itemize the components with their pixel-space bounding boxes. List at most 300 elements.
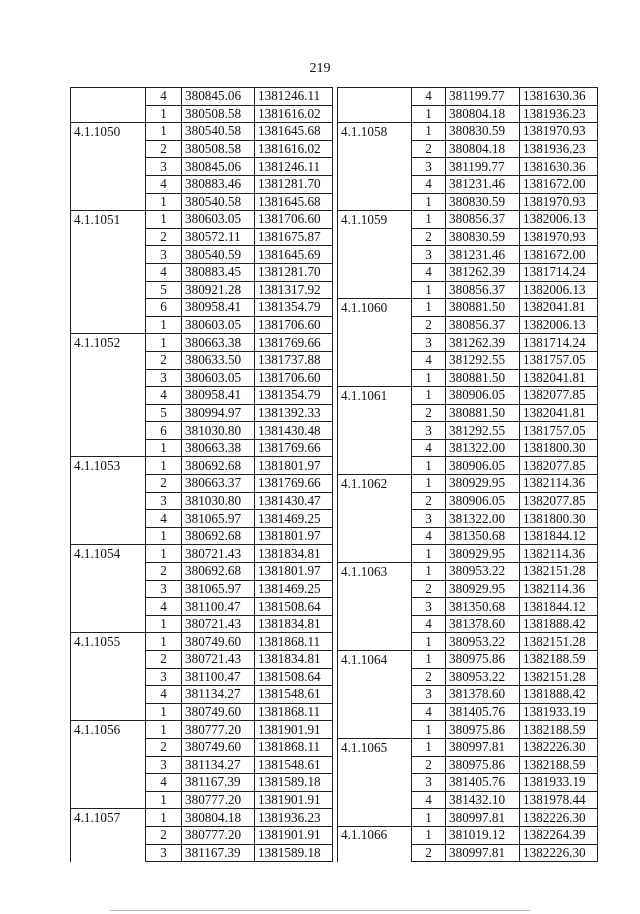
point-number-cell: 2 [412,316,446,334]
point-number-cell: 2 [146,563,182,581]
plot-id-cell [71,826,146,844]
table-row [71,826,333,844]
plot-id-cell [338,580,412,598]
plot-id-cell [338,791,412,809]
table-row [338,527,598,545]
x-coordinate-cell: 380721.43 [182,651,255,669]
plot-id-cell [338,334,412,352]
x-coordinate-cell: 380749.60 [182,738,255,756]
point-number-cell: 6 [146,422,182,440]
point-number-cell: 1 [146,721,182,739]
y-coordinate-cell: 1381970.93 [520,228,598,246]
y-coordinate-cell: 1381801.97 [255,563,333,581]
x-coordinate-cell: 380953.22 [446,633,520,651]
plot-id-cell [71,369,146,387]
table-row [338,457,598,475]
x-coordinate-cell: 380958.41 [182,387,255,405]
point-number-cell: 1 [412,738,446,756]
y-coordinate-cell: 1381354.79 [255,299,333,317]
point-number-cell: 3 [146,492,182,510]
table-row [71,387,333,405]
table-row [338,281,598,299]
y-coordinate-cell: 1382006.13 [520,281,598,299]
point-number-cell: 1 [412,281,446,299]
y-coordinate-cell: 1381469.25 [255,510,333,528]
point-number-cell: 4 [412,88,446,106]
y-coordinate-cell: 1381868.11 [255,633,333,651]
table-row [338,668,598,686]
table-row [338,651,598,669]
plot-id-cell [71,246,146,264]
plot-id-cell [338,686,412,704]
table-row [71,756,333,774]
plot-id-cell [338,457,412,475]
table-row [338,387,598,405]
y-coordinate-cell: 1381936.23 [255,809,333,827]
plot-id-cell [71,228,146,246]
y-coordinate-cell: 1381769.66 [255,439,333,457]
x-coordinate-cell: 380603.05 [182,369,255,387]
table-row [338,193,598,211]
plot-id-cell [338,756,412,774]
point-number-cell: 5 [146,281,182,299]
x-coordinate-cell: 381350.68 [446,527,520,545]
y-coordinate-cell: 1381888.42 [520,686,598,704]
x-coordinate-cell: 381322.00 [446,439,520,457]
y-coordinate-cell: 1381888.42 [520,615,598,633]
y-coordinate-cell: 1382151.28 [520,563,598,581]
point-number-cell: 1 [412,211,446,229]
table-row [71,527,333,545]
point-number-cell: 1 [146,105,182,123]
x-coordinate-cell: 380883.46 [182,175,255,193]
x-coordinate-cell: 381231.46 [446,175,520,193]
plot-id-cell [71,105,146,123]
plot-id-cell [71,738,146,756]
y-coordinate-cell: 1381901.91 [255,721,333,739]
x-coordinate-cell: 381134.27 [182,756,255,774]
plot-id-cell [71,668,146,686]
x-coordinate-cell: 380692.68 [182,563,255,581]
table-row [338,686,598,704]
table-row [71,598,333,616]
point-number-cell: 1 [146,457,182,475]
point-number-cell: 1 [146,316,182,334]
plot-id-cell [71,351,146,369]
plot-id-cell: 4.1.1058 [338,123,412,141]
y-coordinate-cell: 1381737.88 [255,351,333,369]
x-coordinate-cell: 380830.59 [446,228,520,246]
table-row [338,774,598,792]
plot-id-cell [71,651,146,669]
x-coordinate-cell: 380975.86 [446,756,520,774]
y-coordinate-cell: 1381933.19 [520,774,598,792]
y-coordinate-cell: 1381801.97 [255,527,333,545]
table-row [71,140,333,158]
y-coordinate-cell: 1381548.61 [255,756,333,774]
plot-id-cell [338,422,412,440]
point-number-cell: 1 [412,387,446,405]
point-number-cell: 2 [412,140,446,158]
table-row [71,299,333,317]
point-number-cell: 3 [412,334,446,352]
plot-id-cell: 4.1.1055 [71,633,146,651]
point-number-cell: 3 [146,158,182,176]
y-coordinate-cell: 1381630.36 [520,88,598,106]
plot-id-cell [71,404,146,422]
x-coordinate-cell: 381292.55 [446,351,520,369]
point-number-cell: 3 [146,844,182,862]
table-row [338,316,598,334]
x-coordinate-cell: 381322.00 [446,510,520,528]
y-coordinate-cell: 1382006.13 [520,211,598,229]
plot-id-cell [338,844,412,862]
y-coordinate-cell: 1381706.60 [255,211,333,229]
y-coordinate-cell: 1381672.00 [520,175,598,193]
y-coordinate-cell: 1382077.85 [520,457,598,475]
plot-id-cell [71,615,146,633]
point-number-cell: 1 [146,615,182,633]
plot-id-cell [338,158,412,176]
x-coordinate-cell: 380508.58 [182,140,255,158]
y-coordinate-cell: 1381246.11 [255,158,333,176]
y-coordinate-cell: 1382188.59 [520,756,598,774]
x-coordinate-cell: 380845.06 [182,88,255,106]
y-coordinate-cell: 1382114.36 [520,475,598,493]
point-number-cell: 1 [146,703,182,721]
point-number-cell: 2 [146,140,182,158]
x-coordinate-cell: 380929.95 [446,580,520,598]
y-coordinate-cell: 1381508.64 [255,668,333,686]
y-coordinate-cell: 1381706.60 [255,316,333,334]
plot-id-cell [71,263,146,281]
x-coordinate-cell: 380692.68 [182,457,255,475]
y-coordinate-cell: 1381430.47 [255,492,333,510]
y-coordinate-cell: 1381589.18 [255,774,333,792]
y-coordinate-cell: 1382188.59 [520,651,598,669]
point-number-cell: 1 [412,475,446,493]
x-coordinate-cell: 380777.20 [182,791,255,809]
point-number-cell: 1 [146,633,182,651]
y-coordinate-cell: 1381469.25 [255,580,333,598]
table-row [338,598,598,616]
plot-id-cell [338,404,412,422]
x-coordinate-cell: 380749.60 [182,703,255,721]
point-number-cell: 1 [146,791,182,809]
point-number-cell: 3 [146,246,182,264]
point-number-cell: 2 [412,492,446,510]
plot-id-cell [338,316,412,334]
plot-id-cell [71,475,146,493]
table-row [338,334,598,352]
table-row [71,721,333,739]
point-number-cell: 3 [146,580,182,598]
point-number-cell: 4 [412,175,446,193]
bottom-rule [110,910,530,911]
x-coordinate-cell: 381432.10 [446,791,520,809]
plot-id-cell: 4.1.1059 [338,211,412,229]
y-coordinate-cell: 1381868.11 [255,703,333,721]
table-row [71,422,333,440]
table-row [71,457,333,475]
point-number-cell: 1 [412,193,446,211]
x-coordinate-cell: 380633.50 [182,351,255,369]
point-number-cell: 1 [412,563,446,581]
x-coordinate-cell: 380572.11 [182,228,255,246]
table-row [338,299,598,317]
table-row [338,492,598,510]
plot-id-cell: 4.1.1063 [338,563,412,581]
table-row [71,492,333,510]
plot-id-cell [71,686,146,704]
x-coordinate-cell: 380929.95 [446,545,520,563]
point-number-cell: 1 [412,457,446,475]
point-number-cell: 1 [146,211,182,229]
x-coordinate-cell: 380830.59 [446,123,520,141]
y-coordinate-cell: 1381675.87 [255,228,333,246]
plot-id-cell: 4.1.1050 [71,123,146,141]
table-row [338,88,598,106]
plot-id-cell [71,193,146,211]
table-row [71,738,333,756]
x-coordinate-cell: 380856.37 [446,316,520,334]
plot-id-cell [338,615,412,633]
y-coordinate-cell: 1382006.13 [520,316,598,334]
y-coordinate-cell: 1381616.02 [255,105,333,123]
y-coordinate-cell: 1381392.33 [255,404,333,422]
table-row [338,105,598,123]
x-coordinate-cell: 381199.77 [446,88,520,106]
plot-id-cell [71,580,146,598]
y-coordinate-cell: 1381901.91 [255,791,333,809]
point-number-cell: 1 [412,721,446,739]
y-coordinate-cell: 1381645.68 [255,123,333,141]
point-number-cell: 4 [146,598,182,616]
x-coordinate-cell: 381065.97 [182,510,255,528]
y-coordinate-cell: 1381589.18 [255,844,333,862]
x-coordinate-cell: 380692.68 [182,527,255,545]
table-row [71,809,333,827]
y-coordinate-cell: 1381936.23 [520,140,598,158]
table-row [338,369,598,387]
x-coordinate-cell: 380856.37 [446,281,520,299]
table-row [71,510,333,528]
table-row [338,703,598,721]
plot-id-cell [338,774,412,792]
x-coordinate-cell: 380721.43 [182,545,255,563]
y-coordinate-cell: 1381868.11 [255,738,333,756]
table-row [71,563,333,581]
plot-id-cell [71,387,146,405]
table-row [71,263,333,281]
point-number-cell: 1 [146,123,182,141]
table-row [338,545,598,563]
y-coordinate-cell: 1382226.30 [520,738,598,756]
table-row [71,651,333,669]
x-coordinate-cell: 380856.37 [446,211,520,229]
plot-id-cell [71,510,146,528]
table-row [71,668,333,686]
y-coordinate-cell: 1381769.66 [255,475,333,493]
x-coordinate-cell: 381378.60 [446,686,520,704]
y-coordinate-cell: 1381769.66 [255,334,333,352]
table-row [338,809,598,827]
table-row [338,475,598,493]
x-coordinate-cell: 381262.39 [446,263,520,281]
point-number-cell: 1 [412,299,446,317]
y-coordinate-cell: 1382188.59 [520,721,598,739]
table-row [71,88,333,106]
table-row [71,351,333,369]
y-coordinate-cell: 1382114.36 [520,545,598,563]
y-coordinate-cell: 1381714.24 [520,263,598,281]
x-coordinate-cell: 380540.59 [182,246,255,264]
plot-id-cell [338,281,412,299]
y-coordinate-cell: 1381508.64 [255,598,333,616]
table-row [338,580,598,598]
plot-id-cell [338,88,412,106]
plot-id-cell: 4.1.1054 [71,545,146,563]
y-coordinate-cell: 1381901.91 [255,826,333,844]
plot-id-cell [338,105,412,123]
point-number-cell: 3 [412,774,446,792]
table-row [338,738,598,756]
point-number-cell: 1 [146,334,182,352]
point-number-cell: 4 [412,615,446,633]
x-coordinate-cell: 380777.20 [182,721,255,739]
x-coordinate-cell: 380749.60 [182,633,255,651]
plot-id-cell: 4.1.1052 [71,334,146,352]
table-row [338,123,598,141]
table-row [338,439,598,457]
x-coordinate-cell: 381405.76 [446,703,520,721]
table-row [71,105,333,123]
x-coordinate-cell: 381030.80 [182,492,255,510]
x-coordinate-cell: 381231.46 [446,246,520,264]
y-coordinate-cell: 1382114.36 [520,580,598,598]
x-coordinate-cell: 381019.12 [446,826,520,844]
x-coordinate-cell: 380881.50 [446,299,520,317]
plot-id-cell [71,299,146,317]
point-number-cell: 1 [412,651,446,669]
table-row [338,263,598,281]
plot-id-cell: 4.1.1061 [338,387,412,405]
point-number-cell: 4 [146,510,182,528]
point-number-cell: 1 [146,439,182,457]
y-coordinate-cell: 1381672.00 [520,246,598,264]
plot-id-cell [338,175,412,193]
table-row [71,439,333,457]
table-row [338,351,598,369]
y-coordinate-cell: 1381844.12 [520,598,598,616]
table-row [71,703,333,721]
plot-id-cell [71,140,146,158]
point-number-cell: 1 [146,527,182,545]
point-number-cell: 3 [412,598,446,616]
point-number-cell: 1 [146,545,182,563]
table-row [71,615,333,633]
plot-id-cell [338,369,412,387]
point-number-cell: 4 [412,263,446,281]
plot-id-cell [338,193,412,211]
x-coordinate-cell: 380845.06 [182,158,255,176]
x-coordinate-cell: 380994.97 [182,404,255,422]
x-coordinate-cell: 380906.05 [446,387,520,405]
plot-id-cell: 4.1.1057 [71,809,146,827]
point-number-cell: 2 [412,404,446,422]
y-coordinate-cell: 1382041.81 [520,404,598,422]
y-coordinate-cell: 1381936.23 [520,105,598,123]
table-row [338,563,598,581]
table-row [338,791,598,809]
point-number-cell: 2 [146,826,182,844]
x-coordinate-cell: 380804.18 [446,140,520,158]
plot-id-cell [338,809,412,827]
plot-id-cell [71,158,146,176]
y-coordinate-cell: 1381645.69 [255,246,333,264]
x-coordinate-cell: 380906.05 [446,492,520,510]
plot-id-cell [338,668,412,686]
plot-id-cell [338,703,412,721]
plot-id-cell [71,756,146,774]
point-number-cell: 1 [412,809,446,827]
point-number-cell: 1 [412,545,446,563]
table-row [338,211,598,229]
x-coordinate-cell: 381065.97 [182,580,255,598]
point-number-cell: 3 [412,158,446,176]
x-coordinate-cell: 380921.28 [182,281,255,299]
y-coordinate-cell: 1381630.36 [520,158,598,176]
table-row [71,193,333,211]
table-row [71,774,333,792]
y-coordinate-cell: 1381970.93 [520,123,598,141]
y-coordinate-cell: 1381757.05 [520,351,598,369]
y-coordinate-cell: 1381706.60 [255,369,333,387]
table-row [71,404,333,422]
point-number-cell: 4 [146,774,182,792]
x-coordinate-cell: 381167.39 [182,844,255,862]
point-number-cell: 1 [412,105,446,123]
y-coordinate-cell: 1381281.70 [255,263,333,281]
point-number-cell: 4 [412,791,446,809]
y-coordinate-cell: 1382264.39 [520,826,598,844]
plot-id-cell: 4.1.1060 [338,299,412,317]
x-coordinate-cell: 380997.81 [446,809,520,827]
table-row [71,123,333,141]
table-row [71,633,333,651]
x-coordinate-cell: 380906.05 [446,457,520,475]
point-number-cell: 4 [412,351,446,369]
point-number-cell: 1 [412,633,446,651]
x-coordinate-cell: 381292.55 [446,422,520,440]
table-row [338,633,598,651]
table-row [338,158,598,176]
x-coordinate-cell: 380953.22 [446,668,520,686]
table-row [338,228,598,246]
page-number: 219 [309,61,331,76]
y-coordinate-cell: 1382226.30 [520,844,598,862]
table-row [71,791,333,809]
point-number-cell: 4 [412,703,446,721]
x-coordinate-cell: 380881.50 [446,369,520,387]
point-number-cell: 4 [146,686,182,704]
point-number-cell: 6 [146,299,182,317]
y-coordinate-cell: 1382077.85 [520,387,598,405]
x-coordinate-cell: 381405.76 [446,774,520,792]
y-coordinate-cell: 1381616.02 [255,140,333,158]
y-coordinate-cell: 1381844.12 [520,527,598,545]
x-coordinate-cell: 380508.58 [182,105,255,123]
